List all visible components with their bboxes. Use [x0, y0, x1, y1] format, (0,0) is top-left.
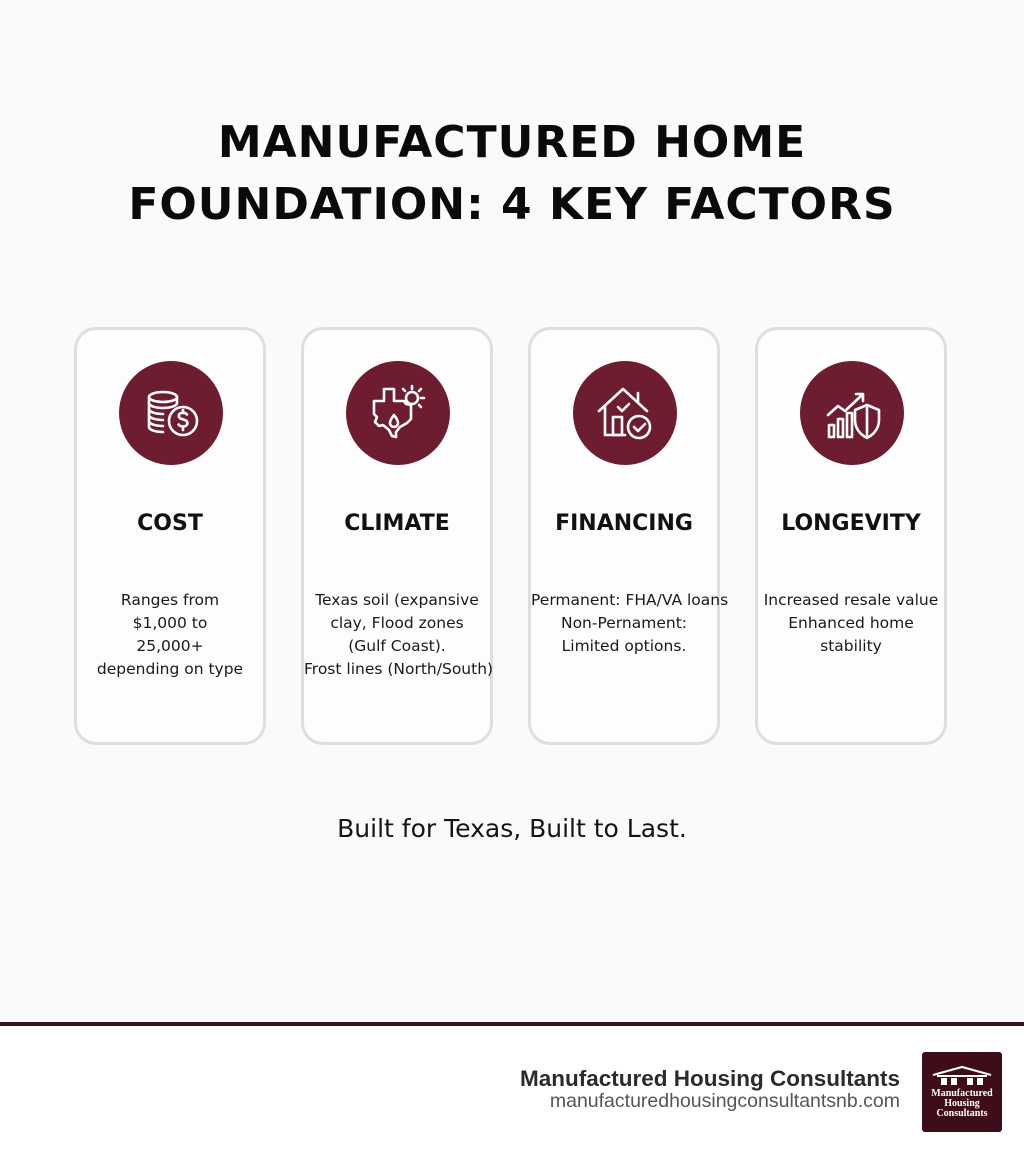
card-desc-line: Ranges from [120, 591, 220, 609]
footer [0, 1026, 1024, 1154]
company-name: Manufactured Housing Consultants [519, 1066, 900, 1091]
page-title [0, 112, 1024, 236]
card-desc-line: $1,000 to [132, 614, 208, 632]
title-line-2: FOUNDATION: 4 KEY FACTORS [128, 179, 896, 230]
title-line-1: MANUFACTURED HOME [217, 117, 807, 168]
card-desc-line: stability [820, 637, 882, 655]
coins-dollar-icon [119, 361, 223, 465]
card-financing [528, 327, 729, 745]
card-desc-line: Limited options. [561, 637, 687, 655]
card-title-climate: CLIMATE [344, 511, 450, 536]
card-longevity [755, 327, 947, 745]
logo-text [931, 1089, 992, 1119]
card-desc-longevity [758, 589, 944, 658]
logo-text-line: Housing [944, 1098, 980, 1109]
card-desc-climate [304, 589, 494, 681]
logo-text-line: Manufactured [931, 1088, 993, 1099]
card-desc-financing [531, 589, 729, 658]
card-desc-line: 25,000+ [136, 637, 204, 655]
card-desc-line: Frost lines (North/South) [304, 660, 494, 678]
logo-text-line: Consultants [936, 1108, 988, 1119]
factor-cards [74, 327, 950, 747]
card-desc-line: clay, Flood zones [330, 614, 464, 632]
card-climate [301, 327, 493, 745]
card-desc-line: Non-Pernament: [560, 614, 687, 632]
home-checkmark-icon [573, 361, 677, 465]
card-title-cost: COST [137, 511, 203, 536]
card-desc-line: Increased resale value [763, 591, 939, 609]
growth-shield-icon [800, 361, 904, 465]
card-desc-line: Permanent: FHA/VA loans [531, 591, 729, 609]
card-cost [74, 327, 266, 745]
company-url[interactable]: manufacturedhousingconsultantsnb.com [549, 1090, 900, 1112]
tagline: Built for Texas, Built to Last. [337, 814, 687, 843]
texas-weather-icon [346, 361, 450, 465]
card-desc-line: (Gulf Coast). [348, 637, 446, 655]
card-desc-cost [77, 589, 263, 681]
card-title-financing: FINANCING [555, 511, 693, 536]
card-desc-line: depending on type [96, 660, 244, 678]
card-desc-line: Texas soil (expansive [315, 591, 479, 609]
card-title-longevity: LONGEVITY [781, 511, 921, 536]
house-roof-logo-icon [929, 1065, 995, 1087]
card-desc-line: Enhanced home [788, 614, 914, 632]
company-logo [922, 1052, 1002, 1132]
